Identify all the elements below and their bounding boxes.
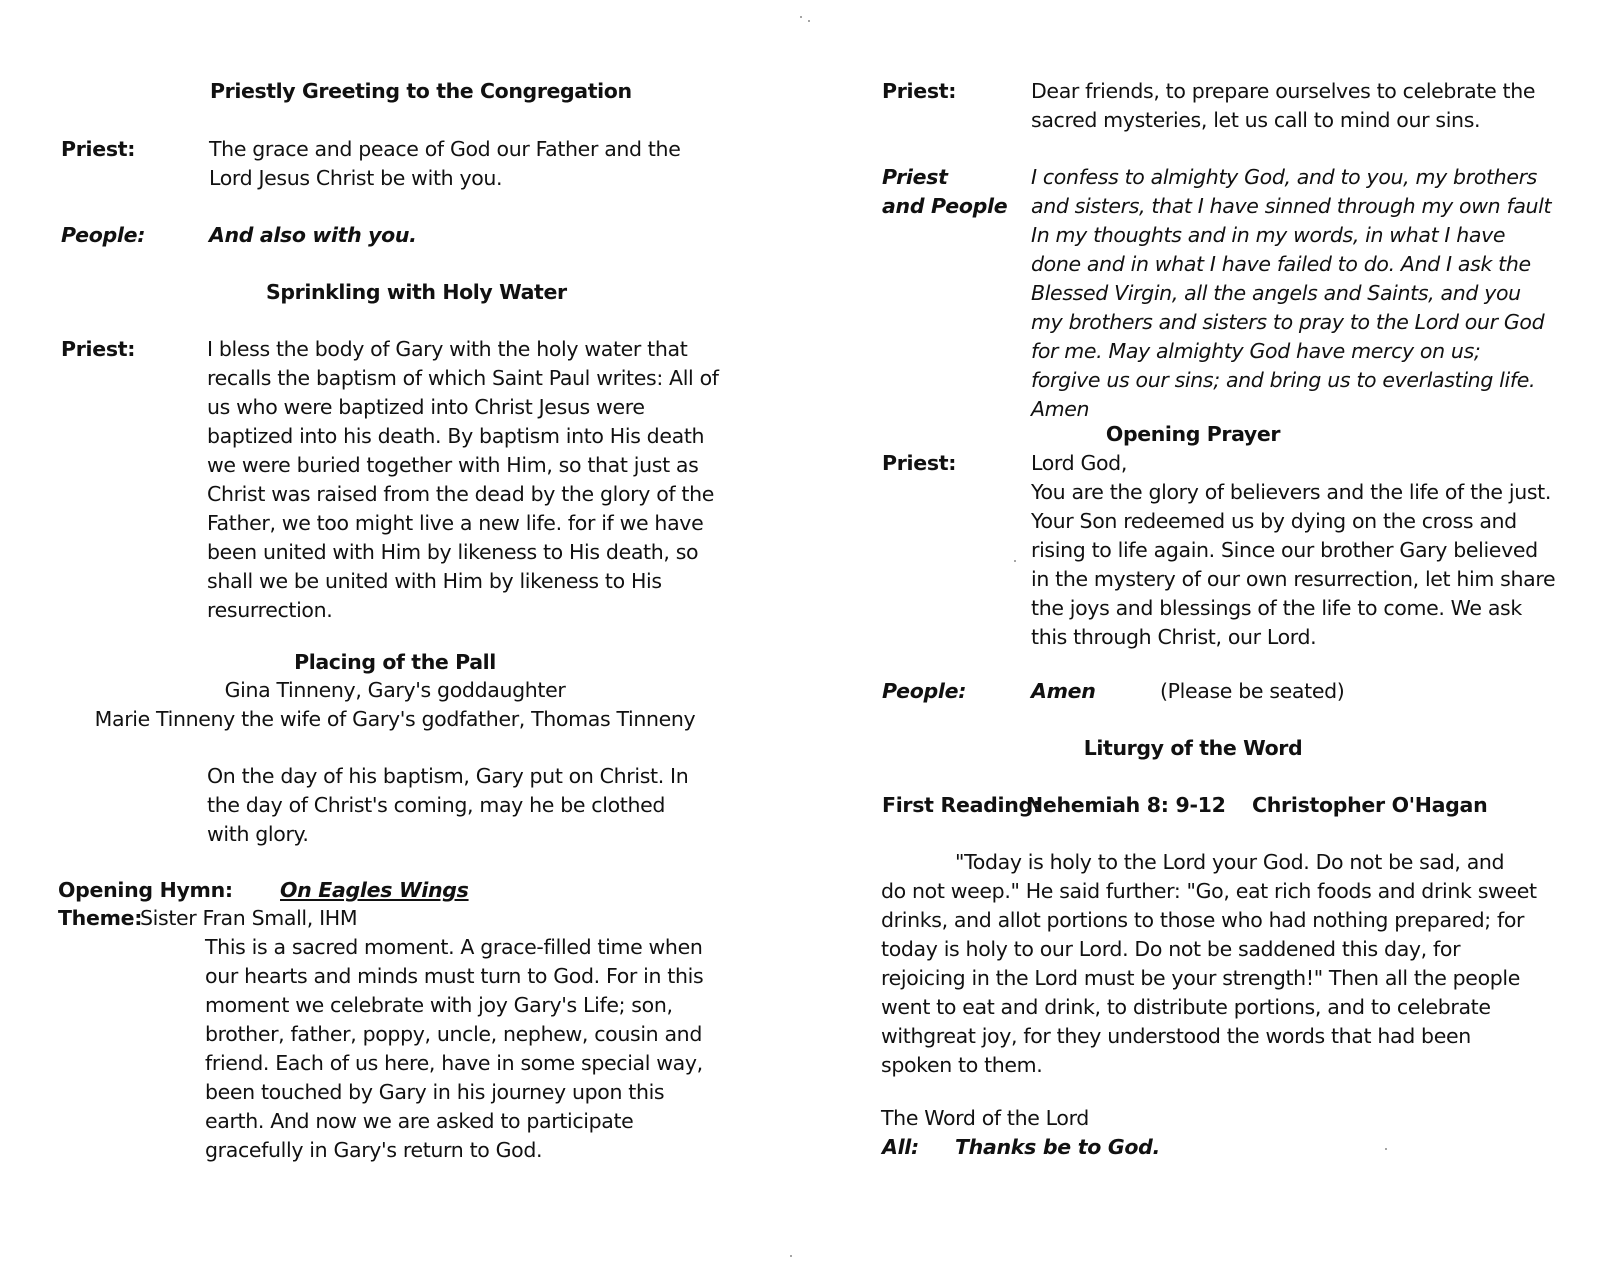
scan-speck [790,1255,792,1257]
text-line: for me. May almighty God have mercy on us; [1031,339,1481,363]
hymn-title: On Eagles Wings [280,878,469,902]
text-line: Lord Jesus Christ be with you. [209,166,503,190]
text-line: I confess to almighty God, and to you, my brothers [1031,165,1537,189]
text-line: On the day of his baptism, Gary put on Christ. In [207,764,689,788]
amen-response: Amen [1031,679,1096,703]
priest-label: Priest: [882,79,957,103]
text-line: recalls the baptism of which Saint Paul writes: All of [207,366,719,390]
text-line: brother, father, poppy, uncle, nephew, cousin and [205,1022,702,1046]
greeting-heading: Priestly Greeting to the Congregation [210,79,632,103]
text-line: Blessed Virgin, all the angels and Saints, and you [1031,281,1521,305]
text-line: earth. And now we are asked to participate [205,1109,634,1133]
text-line: and sisters, that I have sinned through my own fault [1031,194,1552,218]
text-line: gracefully in Gary's return to God. [205,1138,543,1162]
text-line: we were buried together with Him, so that just as [207,453,699,477]
text-line: baptized into his death. By baptism into His death [207,424,705,448]
text-line: us who were baptized into Christ Jesus were [207,395,645,419]
label-line: Priest [882,165,948,189]
text-line: forgive us our sins; and bring us to everlasting life. [1031,368,1536,392]
text-line: do not weep." He said further: "Go, eat rich foods and drink sweet [881,879,1537,903]
reading-citation: Nehemiah 8: 9-12 [1026,793,1226,817]
text-line: spoken to them. [881,1053,1043,1077]
text-line: Dear friends, to prepare ourselves to celebrate the [1031,79,1536,103]
text-line: done and in what I have failed to do. And I ask the [1031,252,1531,276]
first-reading-label: First Reading: [882,793,1041,817]
theme-author: Sister Fran Small, IHM [140,906,358,930]
text-line: today is holy to our Lord. Do not be saddened this day, for [881,937,1461,961]
text-line: went to eat and drink, to distribute portions, and to celebrate [881,995,1491,1019]
greeting-priest-text [209,135,680,193]
text-line: Father, we too might live a new life. for if we have [207,511,704,535]
text-line: resurrection. [207,598,333,622]
people-response: And also with you. [209,223,417,247]
liturgy-heading: Liturgy of the Word [1083,736,1303,760]
text-line: with glory. [207,822,309,846]
seated-note: (Please be seated) [1160,679,1345,703]
text-line: our hearts and minds must turn to God. For in this [205,964,704,988]
text-line: been united with Him by likeness to His death, so [207,540,699,564]
text-line: withgreat joy, for they understood the words that had been [881,1024,1471,1048]
text-line: shall we be united with Him by likeness to His [207,569,662,593]
sprinkling-heading: Sprinkling with Holy Water [266,280,567,304]
all-label: All: [882,1135,919,1159]
priest-label: Priest: [882,451,957,475]
reader-name: Christopher O'Hagan [1252,793,1488,817]
people-label: People: [61,223,146,247]
hymn-text [205,933,703,1165]
text-line: been touched by Gary in his journey upon this [205,1080,665,1104]
scan-speck [808,20,810,22]
pall-text [207,762,688,849]
theme-label: Theme: [58,906,143,930]
pall-heading: Placing of the Pall [294,650,496,674]
text-line: Christ was raised from the dead by the glory of the [207,482,715,506]
sprinkling-text [207,335,719,625]
text-line: The grace and peace of God our Father and the [209,137,681,161]
text-line: my brothers and sisters to pray to the Lord our God [1031,310,1545,334]
text-line: sacred mysteries, let us call to mind our sins. [1031,108,1481,132]
text-line: in the mystery of our own resurrection, let him share [1031,567,1556,591]
label-line: and People [882,194,1008,218]
opening-prayer-heading: Opening Prayer [1105,422,1281,446]
text-line: Lord God, [1031,451,1128,475]
text-line: I bless the body of Gary with the holy water that [207,337,688,361]
text-line: drinks, and allot portions to those who had nothing prepared; for [881,908,1525,932]
text-line: the day of Christ's coming, may he be clothed [207,793,666,817]
pall-person: Marie Tinneny the wife of Gary's godfather, Thomas Tinneny [94,707,696,731]
text-line: rising to life again. Since our brother Gary believed [1031,538,1538,562]
text-line: the joys and blessings of the life to come. We ask [1031,596,1522,620]
text-line: This is a sacred moment. A grace-filled time when [205,935,703,959]
word-of-lord: The Word of the Lord [881,1106,1089,1130]
all-response: Thanks be to God. [955,1135,1160,1159]
confession-text [1031,163,1551,424]
text-line: moment we celebrate with joy Gary's Life; son, [205,993,673,1017]
text-line: In my thoughts and in my words, in what I have [1031,223,1506,247]
scan-speck [800,16,802,18]
text-line: Your Son redeemed us by dying on the cross and [1031,509,1517,533]
text-line: friend. Each of us here, have in some special way, [205,1051,703,1075]
priest-label: Priest: [61,337,136,361]
scan-speck [1385,1148,1387,1150]
priest-intro-text [1031,77,1535,135]
reading-text [881,848,1537,1080]
opening-prayer-text [1031,449,1555,652]
priest-label: Priest: [61,137,136,161]
text-line: rejoicing in the Lord must be your strength!" Then all the people [881,966,1521,990]
pall-person: Gina Tinneny, Gary's goddaughter [224,678,566,702]
scan-speck [1014,560,1016,562]
priest-and-people-label [882,163,1007,221]
text-line: You are the glory of believers and the life of the just. [1031,480,1552,504]
people-label: People: [882,679,967,703]
text-line: this through Christ, our Lord. [1031,625,1317,649]
opening-hymn-label: Opening Hymn: [58,878,233,902]
text-line: Amen [1031,397,1090,421]
text-line: "Today is holy to the Lord your God. Do not be sad, and [955,850,1505,874]
